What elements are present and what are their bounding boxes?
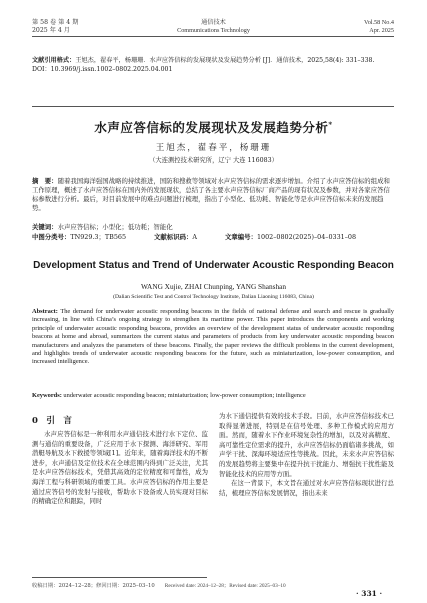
paper-title-en: Development Status and Trend of Underwater Acoustic Responding Beacon bbox=[33, 260, 394, 271]
header-date-en: Apr. 2025 bbox=[369, 26, 394, 34]
received-date-zh: 收稿日期：2024–12–28；修回日期：2025–03–10 bbox=[32, 583, 155, 589]
citation-rule bbox=[32, 106, 394, 107]
header-center bbox=[0, 19, 427, 34]
citation-block bbox=[32, 56, 394, 74]
title-footnote-mark: * bbox=[328, 119, 333, 129]
page-number: · 331 · bbox=[356, 589, 383, 598]
keywords-en bbox=[32, 392, 394, 400]
article-no-value: 1002–0802(2025)–04–0331–08 bbox=[256, 233, 357, 241]
abstract-en-text: The demand for underwater acoustic responding beacons in the fields of national defense and search and rescue is gradually increasing, in line with China’s ongoing strategy to strengthen its maritime power. This paper introduces the components and working principle of underwater acoustic responding beacons, provides an overview of the development status of underwater acoustic responding beacons at home and abroad, summarizes the current status and parameters of products from key underwater acoustic responding beacon manufacturers and analyzes the parameters of these beacons. Finally, the paper reviews the difficult problems in the current development, and highlights trends of underwater acoustic responding beacons for the future, such as miniaturization, low-power consumption, and increased intelligence. bbox=[32, 308, 394, 366]
body-column-left bbox=[32, 430, 208, 507]
header-volume-zh: 第 58 卷 第 4 期 bbox=[32, 19, 79, 26]
keywords-zh bbox=[32, 223, 394, 232]
keywords-zh-label: 关键词： bbox=[32, 223, 58, 231]
section-heading-introduction: 0 引 言 bbox=[32, 416, 72, 426]
body-right-paragraph-1: 为水下通信提供有效的技术手段。目前，水声应答信标技术已取得显著进展，特别是在信号处理、多种工作模式的应用方面。然而，随着水下作业环境复杂性的增加，以及对高精度、高可靠性定位需求的提升，水声应答信标仍面临诸多挑战，如声学干扰、深海环境适应性等挑战。因此，未来水声应答信标的发展趋势将主要集中在提升抗干扰能力、增强抗干扰性能及智能化技术的应用等方面。 bbox=[219, 412, 394, 478]
abstract-en-label: Abstract: bbox=[32, 308, 58, 315]
keywords-en-text: underwater acoustic responding beacon; miniaturization; low-power consumption; intelligence bbox=[61, 392, 306, 399]
header-volume-en: Vol.58 No.4 bbox=[364, 19, 394, 26]
body-right-paragraph-2: 在这一背景下，本文旨在通过对水声应答信标现状进行总结，梳理应答信标发展情况，指出未来 bbox=[219, 479, 394, 497]
paper-title-zh bbox=[0, 118, 427, 136]
header-journal-zh: 通信技术 bbox=[201, 19, 226, 26]
affiliation-zh: （大连测控技术研究所，辽宁 大连 116083） bbox=[149, 157, 278, 164]
header-journal-en: Communications Technology bbox=[177, 26, 250, 34]
doc-code-value: A bbox=[192, 233, 198, 241]
header-rule bbox=[32, 36, 394, 37]
doc-code-label: 文献标识码： bbox=[154, 233, 193, 241]
abstract-zh-text: 随着我国海洋强国战略的持续推进，国防和搜救等领域对水声应答信标的需求逐步增加。介绍了水声应答信标的组成和工作原理，概述了水声应答信标在国内外的发展现状，总结了各主要水声应答信标厂商产品的现有状况及参数，并对各家应答信标参数进行分析。最后，对目前发展中的难点问题进行梳理，指出了小型化、低功耗、智能化等是水声应答信标未来的发展趋势。 bbox=[32, 177, 390, 213]
header-date-zh: 2025 年 4 月 bbox=[32, 26, 70, 34]
classification-line bbox=[32, 233, 394, 242]
received-date-en: Received date: 2024–12–28；Revised date: 2025–03–10 bbox=[164, 583, 286, 589]
footnote-received bbox=[32, 581, 394, 589]
citation-text: 王旭杰，翟春平，杨珊珊．水声应答信标的发展现状及发展趋势分析 [J]．通信技术，2025,58(4): 331–338. bbox=[75, 57, 375, 64]
abstract-zh bbox=[32, 177, 394, 213]
affiliation-en: (Dalian Scientific Test and Control Technology Institute, Dalian Liaoning 116083, China) bbox=[113, 294, 314, 300]
citation-doi: DOI：10.3969/j.issn.1002–0802.2025.04.001 bbox=[32, 66, 173, 73]
authors-zh: 王旭杰，翟春平，杨珊珊 bbox=[155, 143, 272, 153]
article-no-label: 文章编号： bbox=[225, 233, 257, 241]
keywords-zh-text: 水声应答信标；小型化；低功耗；智能化 bbox=[57, 223, 173, 231]
citation-label: 文献引用格式： bbox=[32, 57, 76, 64]
body-column-right bbox=[219, 412, 394, 498]
clc-value: TN929.3；TB565 bbox=[70, 233, 127, 241]
clc-label: 中图分类号： bbox=[32, 233, 71, 241]
abstract-zh-label: 摘 要： bbox=[32, 177, 58, 185]
authors-en: WANG Xujie, ZHAI Chunping, YANG Shanshan bbox=[140, 282, 287, 291]
header-right bbox=[364, 19, 394, 34]
footnote-rule bbox=[32, 577, 207, 578]
title-zh-text: 水声应答信标的发展现状及发展趋势分析 bbox=[94, 120, 329, 135]
keywords-en-label: Keywords: bbox=[32, 392, 62, 399]
body-left-paragraph: 水声应答信标是一种利用水声通信技术进行水下定位、监测与通信的重要设备，广泛应用于水下探测、海洋研究、军用潜艇导航及水下救援等领域[1]。近年来，随着海洋技术的不断进步，水声通信及定位技术在全球范围内得到广泛关注，尤其是水声应答信标技术，凭借其高效的定位精度和可靠性，成为海洋工程与科研领域的重要工具。水声应答信标的作用主要是通过应答信号的发射与接收，帮助水下设备或人员实现对目标的精确定位和跟踪，同时 bbox=[32, 430, 208, 506]
abstract-en bbox=[32, 308, 394, 367]
